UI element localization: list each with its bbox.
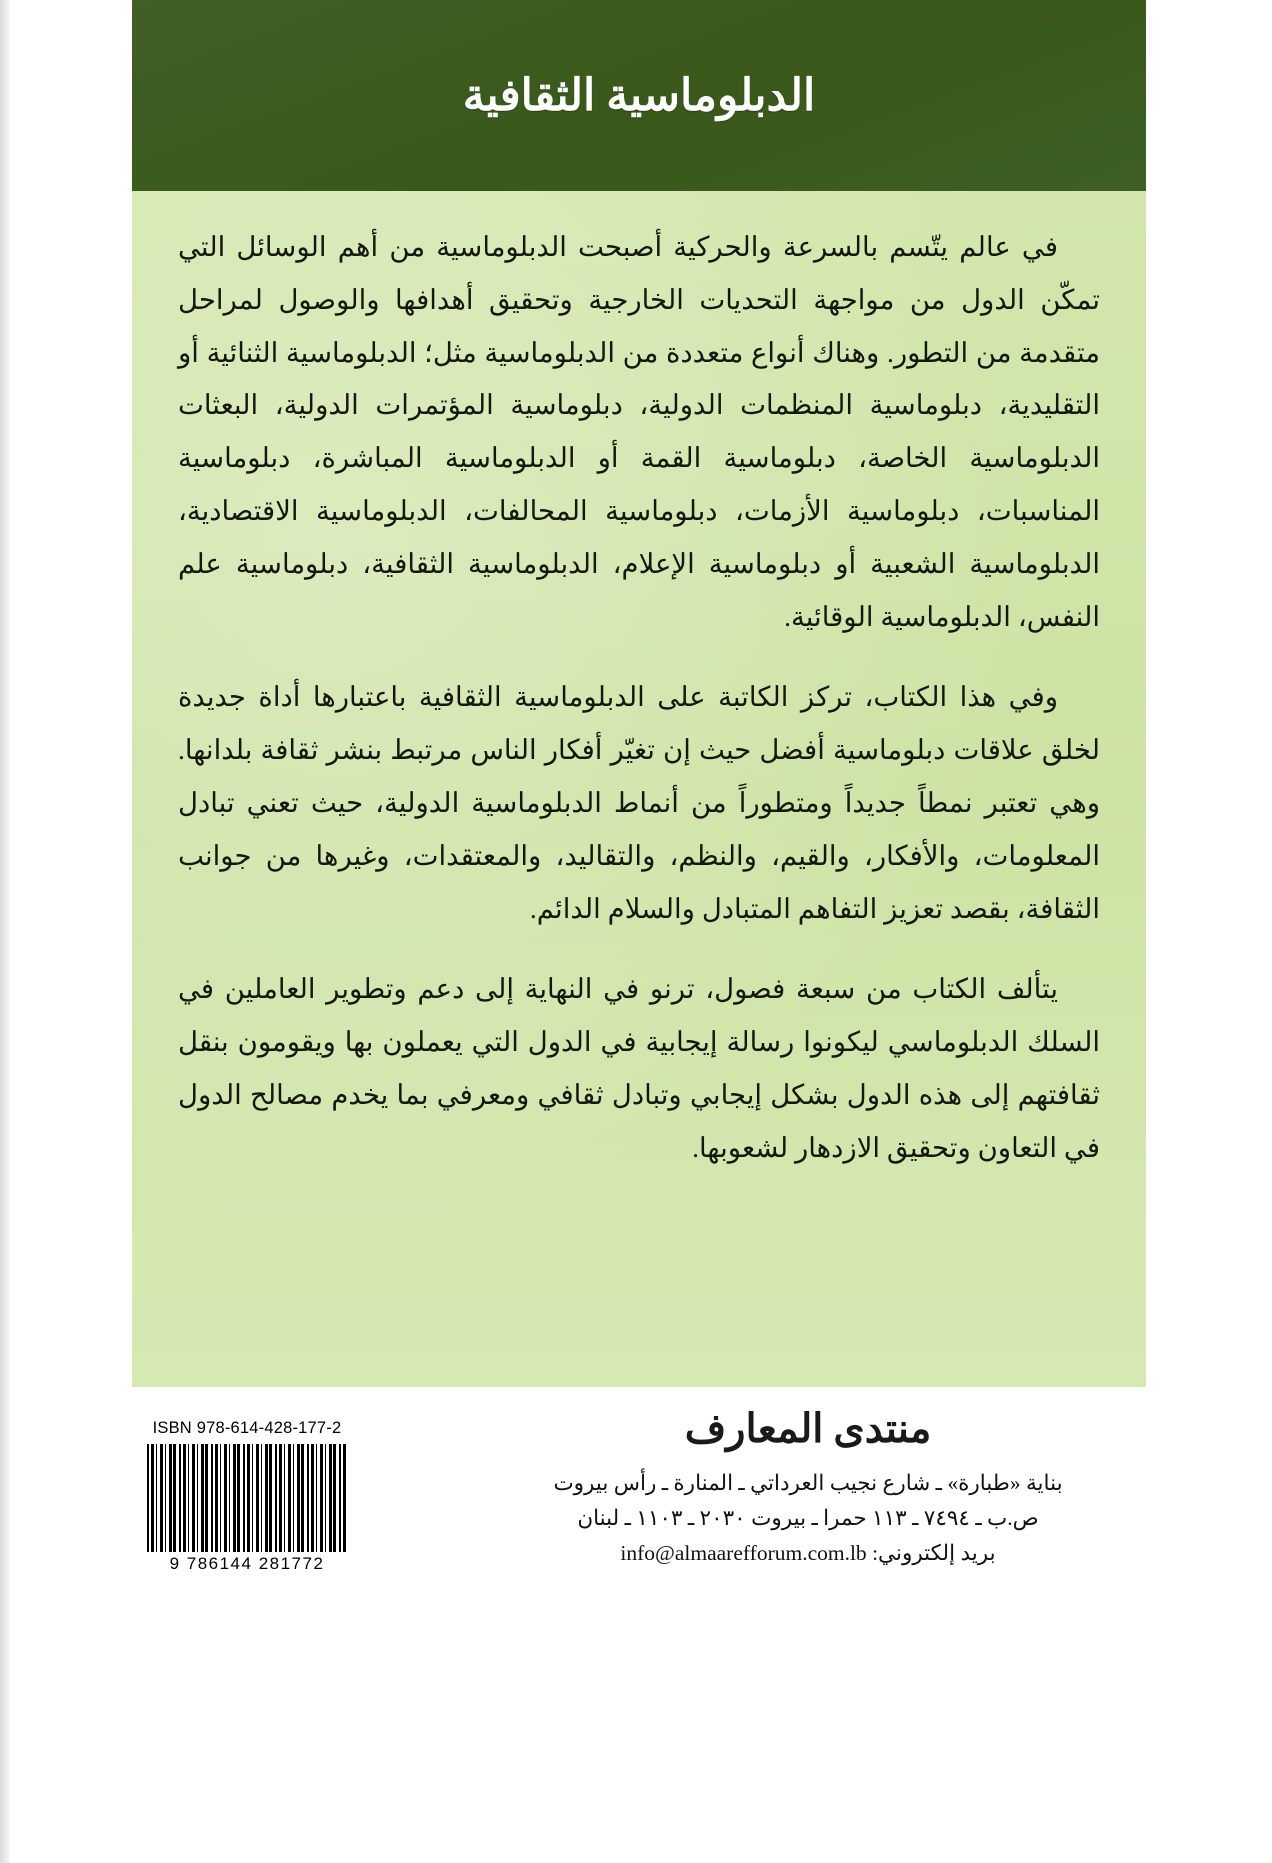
publisher-block bbox=[488, 1405, 1128, 1570]
publisher-address-line-2: ص.ب ـ ٧٤٩٤ ـ ١١٣ حمرا ـ بيروت ٢٠٣٠ ـ ١١٠٣ ـ لبنان bbox=[577, 1505, 1039, 1530]
barcode-image bbox=[147, 1444, 347, 1552]
cover-area bbox=[10, 0, 1268, 1863]
publisher-email-line bbox=[488, 1536, 1128, 1571]
blurb-paragraph: وفي هذا الكتاب، تركز الكاتبة على الدبلوماسية الثقافية باعتبارها أداة جديدة لخلق علاقات دبلوماسية أفضل حيث إن تغيّر أفكار الناس مرتبط بنشر ثقافة بلدانها. وهي تعتبر نمطاً جديداً ومتطوراً من أنماط الدبلوماسية الدولية، حيث تعني تبادل المعلومات، والأفكار، والقيم، والنظم، والتقاليد، والمعتقدات، وغيرها من جوانب الثقافة، بقصد تعزيز التفاهم المتبادل والسلام الدائم. bbox=[178, 681, 1100, 924]
publisher-logo: منتدى المعارف bbox=[684, 1406, 932, 1451]
email-label: بريد إلكتروني: bbox=[872, 1540, 996, 1565]
blurb-paragraph: في عالم يتّسم بالسرعة والحركية أصبحت الدبلوماسية من أهم الوسائل التي تمكّن الدول من مواجهة التحديات الخارجية وتحقيق أهدافها والوصول لمراحل متقدمة من التطور. وهناك أنواع متعددة من الدبلوماسية مثل؛ الدبلوماسية الثنائية أو التقليدية، دبلوماسية المنظمات الدولية، دبلوماسية المؤتمرات الدولية، البعثات الدبلوماسية الخاصة، دبلوماسية القمة أو الدبلوماسية المباشرة، دبلوماسية المناسبات، دبلوماسية الأزمات، دبلوماسية المحالفات، الدبلوماسية الاقتصادية، الدبلوماسية الشعبية أو دبلوماسية الإعلام، الدبلوماسية الثقافية، دبلوماسية علم النفس، الدبلوماسية الوقائية. bbox=[178, 231, 1100, 632]
publisher-address-line-1: بناية «طبارة» ـ شارع نجيب العرداتي ـ المنارة ـ رأس بيروت bbox=[553, 1471, 1063, 1495]
title-band bbox=[132, 0, 1146, 191]
barcode-digits: 9 786144 281772 bbox=[169, 1554, 325, 1573]
blurb-paragraph: يتألف الكتاب من سبعة فصول، ترنو في النهاية إلى دعم وتطوير العاملين في السلك الدبلوماسي ليكونوا رسالة إيجابية في الدول التي يعملون بها ويقومون بنقل ثقافتهم إلى هذه الدول بشكل إيجابي وتبادل ثقافي ومعرفي بما يخدم مصالح الدول في التعاون وتحقيق الازدهار لشعوبها. bbox=[178, 973, 1100, 1163]
blurb-panel bbox=[132, 191, 1146, 1387]
isbn-text: ISBN 978-614-428-177-2 bbox=[152, 1419, 342, 1437]
publisher-email[interactable]: info@almaarefforum.com.lb bbox=[620, 1540, 867, 1565]
isbn-block bbox=[132, 1419, 362, 1574]
page-title: الدبلوماسية الثقافية bbox=[462, 71, 816, 120]
cover-footer bbox=[132, 1387, 1146, 1863]
